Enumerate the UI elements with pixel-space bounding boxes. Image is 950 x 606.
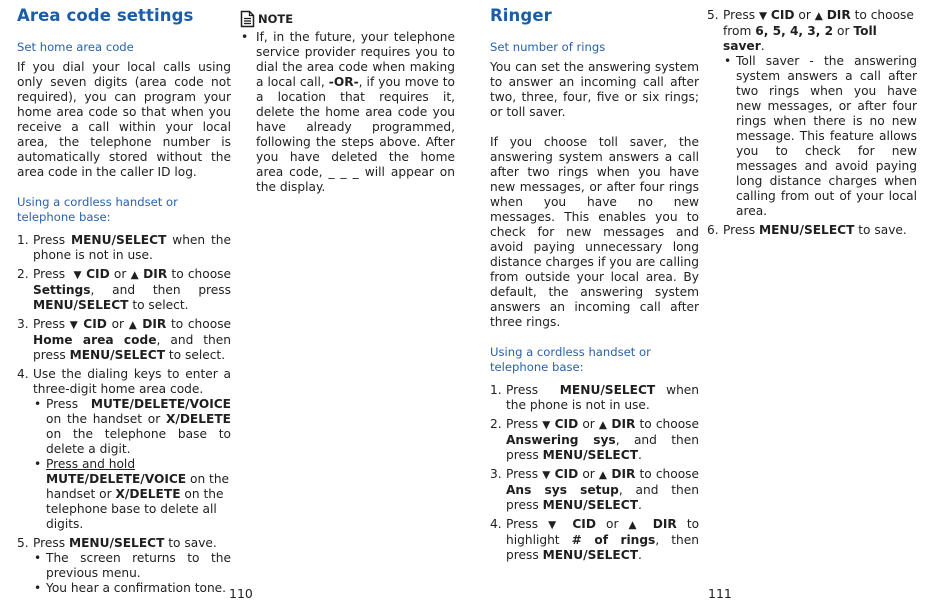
list-item: 5. Press MENU/SELECT to save. • The screen returns to the previous menu. • You hear a confirmation tone.	[17, 536, 231, 596]
up-arrow-icon: ▲	[128, 319, 138, 331]
list-item: 1. Press MENU/SELECT when the phone is not in use.	[490, 383, 700, 412]
page-title-right: Ringer	[490, 6, 552, 25]
section-subheading: Set number of rings	[490, 40, 606, 54]
up-arrow-icon: ▲	[598, 469, 608, 481]
list-item: 2. Press ▼ CID or ▲ DIR to choose Settings, and then press MENU/SELECT to select.	[17, 267, 232, 312]
down-arrow-icon: ▼	[542, 469, 551, 481]
sub-bullets	[33, 551, 231, 596]
right-column-2	[707, 8, 917, 238]
page-number-left: 110	[229, 586, 253, 601]
steps-list	[490, 383, 699, 563]
note-document-icon	[240, 10, 255, 28]
steps-list-continued	[707, 8, 917, 238]
list-item: • Press MUTE/DELETE/VOICE on the handset or X/DELETE on the telephone base to delete a digit.	[33, 397, 231, 457]
note-heading	[240, 10, 455, 28]
list-item: 6. Press MENU/SELECT to save.	[707, 223, 907, 237]
down-arrow-icon: ▼	[69, 319, 79, 331]
list-item: 4. Press ▼ CID or ▲ DIR to highlight # of rings, then press MENU/SELECT.	[490, 517, 700, 562]
list-item: 2. Press ▼ CID or ▲ DIR to choose Answering sys, and then press MENU/SELECT.	[490, 417, 700, 462]
section-subheading-2: Using a cordless handset or telephone base:	[490, 345, 651, 374]
list-item: 5. Press ▼ CID or ▲ DIR to choose from 6, 5, 4, 3, 2 or Toll saver. • Toll saver - the answering system answers a call after two rings when you have new messages, or after four rings when there is no new message. This feature allows you to check for new messages and avoid paying long distance charges when calling from out of your local area.	[707, 8, 917, 219]
section-subheading-2: Using a cordless handset or telephone base:	[17, 195, 178, 224]
list-item: • You hear a confirmation tone.	[33, 581, 231, 596]
up-arrow-icon: ▲	[598, 419, 608, 431]
page-title: Area code settings	[17, 6, 194, 25]
list-item: • Press and hold MUTE/DELETE/VOICE on the handset or X/DELETE on the telephone base to delete all digits.	[33, 457, 231, 532]
paragraph: You can set the answering system to answer an incoming call after two, three, four, five or six rings; or toll saver.	[490, 60, 699, 119]
note-list	[240, 30, 455, 195]
list-item: 1. Press MENU/SELECT when the phone is not in use.	[17, 233, 232, 262]
section-subheading: Set home area code	[17, 40, 134, 54]
sub-bullets	[33, 397, 231, 532]
down-arrow-icon: ▼	[542, 419, 551, 431]
left-column	[17, 6, 231, 596]
down-arrow-icon: ▼	[73, 269, 82, 281]
list-item: 3. Press ▼ CID or ▲ DIR to choose Ans sys setup, and then press MENU/SELECT.	[490, 467, 700, 512]
sub-bullets	[723, 54, 917, 219]
list-item: 3. Press ▼ CID or ▲ DIR to choose Home area code, and then press MENU/SELECT to select.	[17, 317, 232, 362]
intro-paragraph: If you dial your local calls using only seven digits (area code not required), you can program your home area code so that when you receive a call within your local area, the telephone number is automatically stored without the area code in the caller ID log.	[17, 60, 231, 179]
page-number-right: 111	[708, 586, 732, 601]
down-arrow-icon: ▼	[548, 519, 563, 531]
down-arrow-icon: ▼	[758, 10, 768, 22]
list-item: 4. Use the dialing keys to enter a three-digit home area code. • Press MUTE/DELETE/VOICE on the handset or X/DELETE on the telephone base to delete a digit. • Press and hold MUTE/DELETE/VOICE on the handset or X/DELETE on the telephone base to delete all digits.	[17, 367, 231, 532]
right-column	[490, 6, 699, 563]
up-arrow-icon: ▲	[628, 519, 643, 531]
note-item: • If, in the future, your telephone service provider requires you to dial the area code when making a local call, -OR-, if you move to a location that requires it, delete the home area code you have already programmed, following the steps above. After you have deleted the home area code, _ _ _ will appear on the display.	[240, 30, 455, 195]
note-label: NOTE	[258, 11, 294, 26]
list-item: • Toll saver - the answering system answers a call after two rings when you have new messages, or after four rings when there is no new message. This feature allows you to check for new messages and avoid paying long distance charges when calling from out of your local area.	[723, 54, 917, 219]
up-arrow-icon: ▲	[814, 10, 823, 22]
steps-list	[17, 233, 231, 596]
up-arrow-icon: ▲	[130, 269, 139, 281]
list-item: • The screen returns to the previous menu.	[33, 551, 231, 581]
note-column	[240, 10, 455, 195]
paragraph: If you choose toll saver, the answering system answers a call after two rings when you have new messages, or after four rings when you have no new messages. This enables you to check for new messages and avoid paying unnecessary long distance charges if you are calling from outside your local area. By default, the answering system answers an incoming call after three rings.	[490, 135, 699, 329]
